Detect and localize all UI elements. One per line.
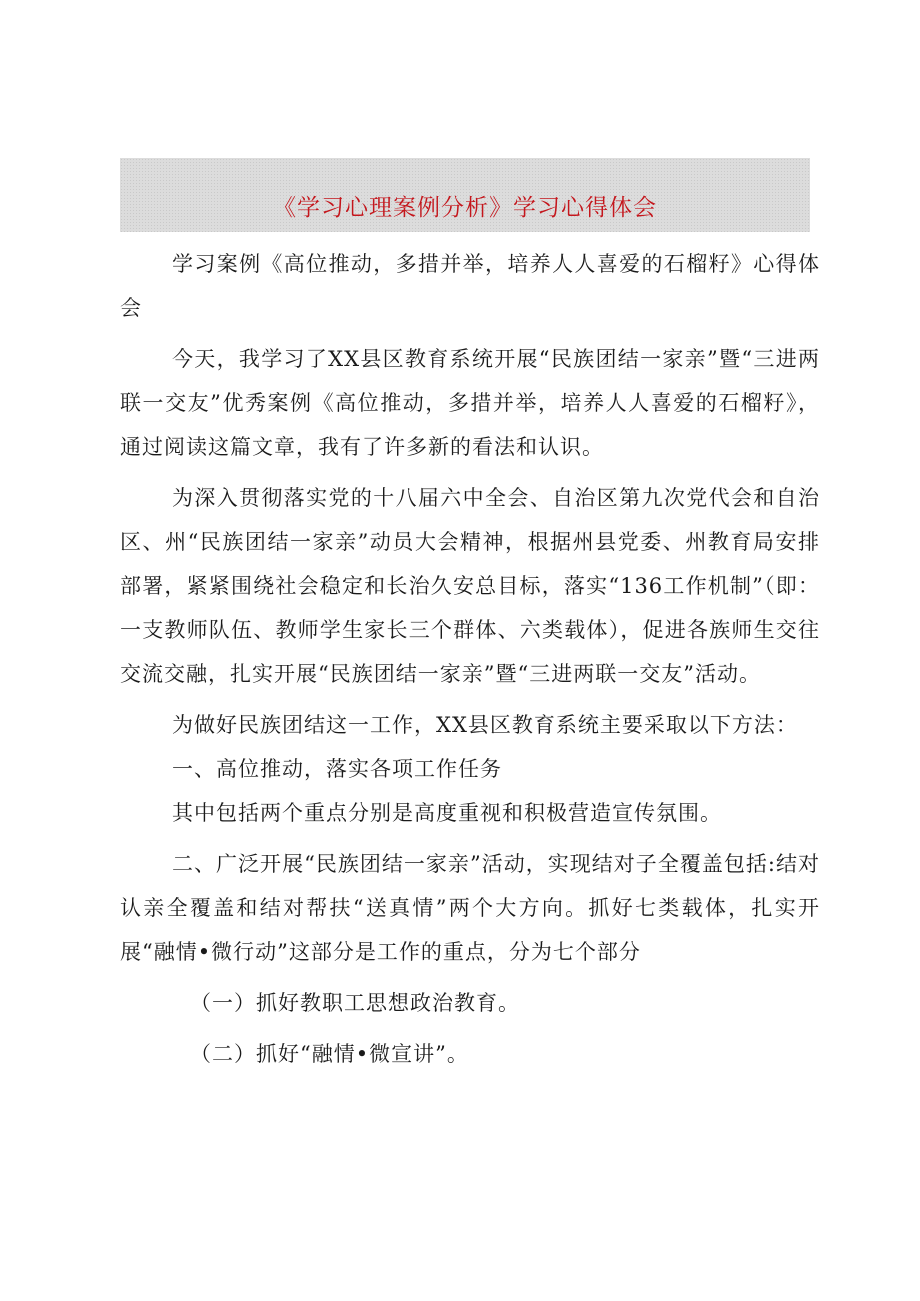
paragraph-subtitle: 学习案例《高位推动，多措并举，培养人人喜爱的石榴籽》心得体会	[120, 252, 820, 320]
paragraph-background: 为深入贯彻落实党的十八届六中全会、自治区第九次党代会和自治区、州“民族团结一家亲”动员大会精神，根据州县党委、州教育局安排部署，紧紧围绕社会稳定和长治久安总目标，落实“136工作机制”（即：一支教师队伍、教师学生家长三个群体、六类载体），促进各族师生交往交流交融，扎实开展“民族团结一家亲”暨“三进两联一交友”活动。	[120, 486, 820, 686]
document-title: 《学习心理案例分析》学习心得体会	[273, 194, 657, 221]
title-banner	[120, 158, 810, 232]
list-item-1: （一）抓好教职工思想政治教育。	[190, 991, 520, 1015]
paragraph-intro: 今天，我学习了XX县区教育系统开展“民族团结一家亲”暨“三进两联一交友”优秀案例《高位推动，多措并举，培养人人喜爱的石榴籽》，通过阅读这篇文章，我有了许多新的看法和认识。	[120, 347, 820, 459]
list-item-2: （二）抓好“融情•微宣讲”。	[190, 1042, 469, 1066]
paragraph-section-1: 其中包括两个重点分别是高度重视和积极营造宣传氛围。	[172, 801, 722, 825]
document-body	[120, 242, 820, 1083]
paragraph-methods: 为做好民族团结这一工作，XX县区教育系统主要采取以下方法：	[172, 713, 798, 737]
paragraph-section-2: 二、广泛开展“民族团结一家亲”活动，实现结对子全覆盖包括:结对认亲全覆盖和结对帮扶“送真情”两个大方向。抓好七类载体，扎实开展“融情•微行动”这部分是工作的重点，分为七个部分	[120, 852, 820, 964]
section-heading-1: 一、高位推动，落实各项工作任务	[172, 757, 502, 781]
